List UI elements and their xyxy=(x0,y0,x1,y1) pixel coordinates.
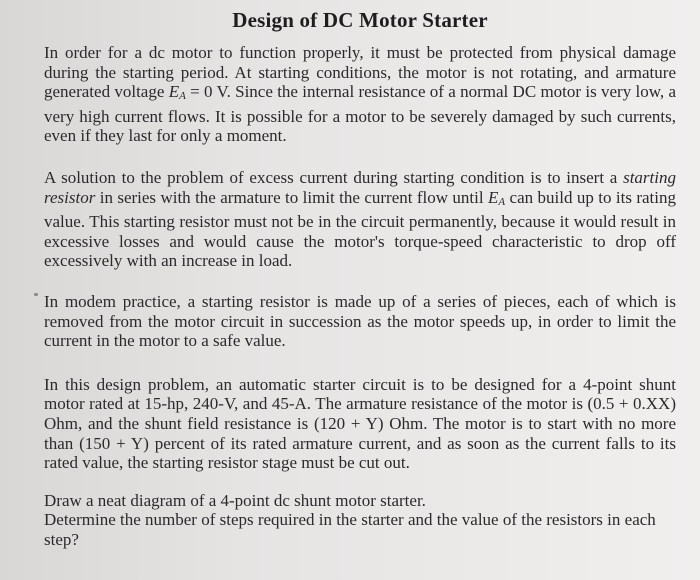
paragraph-design-problem: In this design problem, an automatic starter circuit is to be designed for a 4-point shunt motor rated at 15-hp, 240-V, and 45-A. The armature resistance of the motor is (0.5 + 0.XX) Ohm, and the shunt field resistance is (120 + Y) Ohm. The motor is to start with no more than (150 + Y) percent of its rated armature current, and as soon as the current falls to its rated value, the starting resistor stage must be cut out. xyxy=(44,374,676,473)
task-draw-diagram: Draw a neat diagram of a 4-point dc shunt motor starter. xyxy=(44,490,426,510)
paragraph-starting-resistor xyxy=(44,168,676,271)
document-title: Design of DC Motor Starter xyxy=(232,8,488,32)
p1-text-post: = 0 V. Since the internal resistance of a normal DC motor is very low, a very high current flows. It is possible for a motor to be severely damaged by such currents, even if they last for only a moment. xyxy=(44,82,676,146)
p2-symbol-e: E xyxy=(488,187,499,207)
p2-term-starting-resistor: starting resistor xyxy=(44,167,676,207)
p1-text-pre: In order for a dc motor to function properly, it must be protected from physical damage during the starting period. At starting conditions, the motor is not rotating, and armature generated voltage xyxy=(44,43,676,102)
paragraph-starting-problem xyxy=(44,43,676,146)
p2-text-post: can build up to its rating value. This starting resistor must not be in the circuit permanently, because it would result in excessive losses and would cause the motor's torque-speed characteristic to drop off excessively with an increase in load. xyxy=(44,187,676,271)
p2-text-mid: in series with the armature to limit the current flow until xyxy=(95,187,488,207)
p1-symbol-sub: A xyxy=(179,90,186,103)
task-determine-steps: Determine the number of steps required in the starter and the value of the resistors in each step? xyxy=(44,510,656,549)
task-list xyxy=(44,491,676,550)
p2-symbol-sub: A xyxy=(498,195,506,208)
paragraph-modern-practice: In modem practice, a starting resistor is made up of a series of pieces, each of which is removed from the motor circuit in succession as the motor speeds up, in order to limit the current in the motor to a safe value. xyxy=(44,291,676,351)
p2-text-pre: A solution to the problem of excess current during starting condition is to insert a xyxy=(44,167,624,187)
p1-symbol-e: E xyxy=(168,82,180,102)
stray-mark xyxy=(34,293,38,296)
